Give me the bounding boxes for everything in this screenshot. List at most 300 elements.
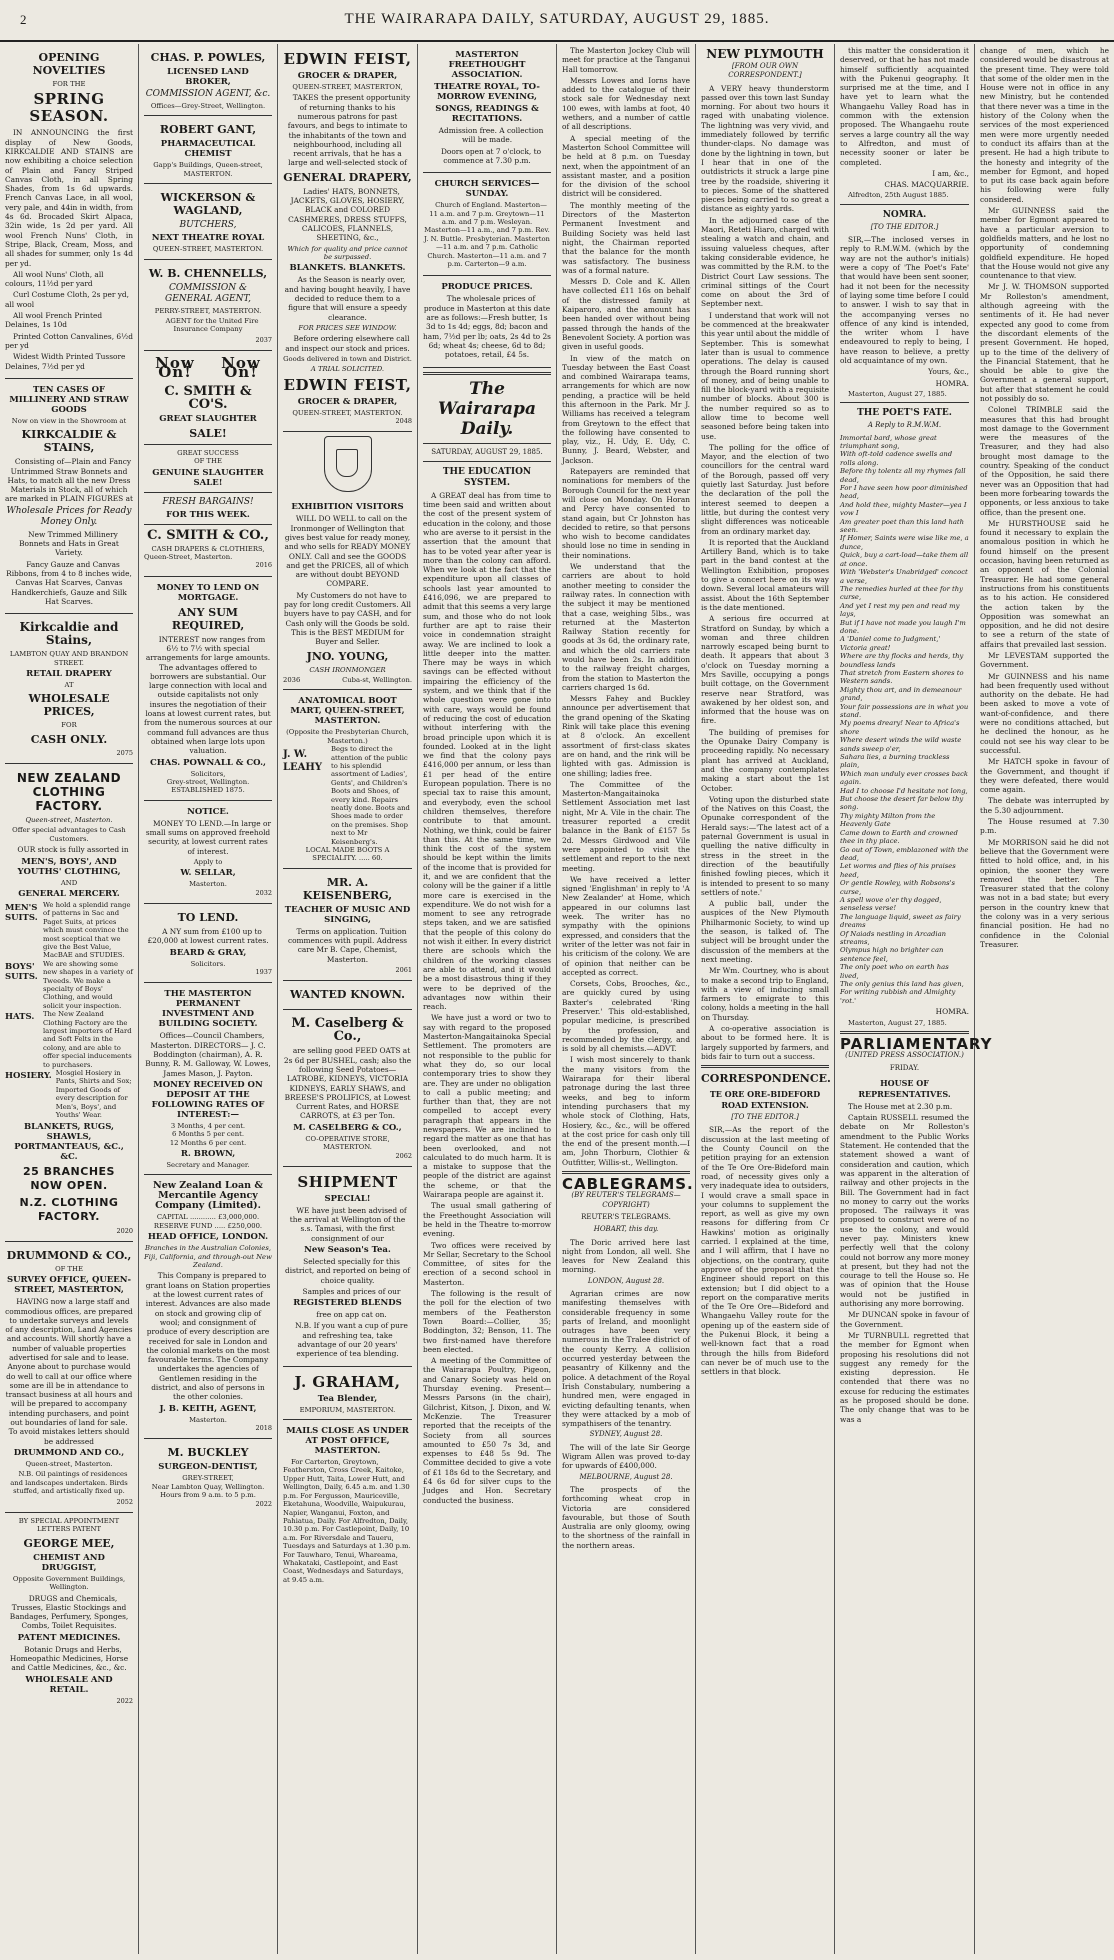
ad-body: Fancy Gauze and Canvas Ribbons, from 4 to 8 inches wide, Canvas Hat Scarves, Canvas Handkerchiefs, Gauze and Silk Hat Scarves. (6, 559, 132, 606)
text: Mosgiel Hosiery in Pants, Shirts and Sox; Imported Goods of every description for Men's, Boys', and Youths' Wear. (55, 1069, 132, 1120)
page-number: 2 (20, 12, 28, 27)
column-5 (557, 44, 696, 1954)
letter-heading: TE ORE ORE-BIDEFORD ROAD EXTENSION. (709, 1089, 821, 1111)
firm-name: J. GRAHAM, (294, 1372, 401, 1391)
poem-line: The only genius this land has given, (840, 980, 964, 989)
heading: OPENING NOVELTIES (32, 51, 106, 77)
local-note: Messrs Fahey and Buckley announce per advertisement that the grand opening of the Skating Rink will take place this evening at 8 o'clock. An excellent assortment of first-class skates are on hand, and the rink will be lighted with gas. Admission is one shilling; ladies free. (562, 694, 690, 778)
letter-signer: HOMRA. (935, 378, 969, 388)
line: Tea Blender, (317, 1393, 378, 1404)
firm-name: EDWIN FEIST, (283, 375, 412, 394)
poem-sign: HOMRA. (935, 1007, 969, 1017)
ad-number: 2075 (116, 748, 133, 757)
line: CASH ONLY. (30, 732, 108, 746)
heading: New Zealand Loan & Mercantile Agency Company (Limited). (153, 1180, 263, 1212)
leahy-row (283, 745, 412, 846)
ad-buckley (144, 1439, 272, 1514)
ad-millinery (5, 379, 133, 614)
address: Offices—Grey-Street, Wellington. (150, 102, 266, 110)
heading: SONGS, READINGS & RECITATIONS. (435, 104, 539, 124)
mails-notice (283, 1420, 412, 1591)
poem-line: A 'Daniel come to Judgment,' Victoria great! (840, 635, 941, 652)
signature: JNO. YOUNG, (306, 649, 389, 663)
price-line: Widest Width Printed Tussore Delaines, 7½d per yd (5, 352, 126, 371)
letter-heading: NOMRA. (882, 209, 927, 220)
ad-body: WILL DO WELL to call on the Ironmonger of Wellington that gives best value for ready money, and who sells for READY MONEY ONLY. Call and see the GOODS and get the PRICES, all of which are without doubt BEYOND COMPARE. (284, 514, 411, 589)
poem-line: Or gentle Rowley, with Robsons's curse, (840, 879, 955, 896)
produce-prices (423, 276, 551, 367)
note: Wholesale Prices for Ready Money Only. (6, 505, 132, 527)
now-on: Now On! (155, 354, 195, 382)
mail-body: For Carterton, Greytown, Featherston, Cross Creek, Kaitoke, Upper Hutt, Taita, Lower Hutt, and Wellington, Daily, 6.45 a.m. and 1.30 p.m. For Fergusson, Mauriceville, Eketahuna, Woodville, Waipukurau, Napier, Wanganui, Foxton, and Pahiatua, Daily. For Alfredton, Daily, 10.30 p.m. For Castlepoint, Daily, 10 a.m. For Riversdale and Taueru, Tuesdays and Saturdays at 1.30 p.m. For Tauwharo, Tenui, Whareama, Whakataki, Castlepoint, and East Coast, Wednesdays and Saturdays, at 9.45 a.m. (283, 1458, 411, 1584)
debate-body: The House resumed at 7.30 p.m. (980, 817, 1109, 836)
line: Solicitors, (190, 769, 226, 778)
signature: W. SELLAR, (180, 868, 236, 879)
line: NEXT THEATRE ROYAL (151, 233, 265, 244)
debate-body: change of men, which he considered would be disastrous at the present time. They were told that some of the older men in the House were not in office in any new Ministry, but he contended that there never was a time in the history of the Colony when the services of the most experienced men were more urgently needed to conduct its affairs than at the present. He had a high tribute to the honesty and integrity of the member for Egmont, and hoped to put its case back again before his following were fully considered. (980, 46, 1109, 204)
address: QUEEN-STREET, MASTERTON, (292, 83, 403, 91)
subheading: (Opposite the Presbyterian Church, Masterton.) (286, 728, 409, 745)
article-body: Voting upon the disturbed state of the Natives on this Coast, the Opunake correspondent of the Herald says:—'The latest act of a paternal Government is usual in quelling the native difficulty in stress in the street in the direction of the beautifully finished fowling pieces, which it is intended to present to so many settlers of note.' (701, 794, 829, 897)
poem-line: For writing rubbish and Almighty 'rot.' (840, 988, 956, 1005)
line: COMMISSION & GENERAL AGENT, (165, 282, 251, 304)
label: HATS. (5, 1012, 35, 1023)
address: Opposite Government Buildings, Wellington. (12, 1574, 126, 1592)
letter-sign: I am, &c., (932, 168, 969, 178)
local-note: Corsets, Cobs, Brooches, &c., are quickly cured by using Baxter's celebrated 'Ring Preserver.' This old-established, popular medicine, is prescribed by the profession, and recommended by the clergy, and is sold by all chemists.—ADVT. (562, 979, 690, 1054)
address: Gapp's Buildings, Queen-street, (153, 161, 263, 170)
address: Queen-street, Masterton. (25, 1459, 113, 1468)
paper-title: The Wairarapa Daily. (438, 378, 536, 439)
line: SALE! (189, 426, 227, 440)
ad-drummond (5, 1242, 133, 1513)
dateline: LONDON, August 28. (587, 1276, 665, 1285)
poem-line: Am greater poet than this land hath seen. (840, 517, 964, 535)
heading: SHIPMENT (297, 1172, 398, 1191)
ad-notice (144, 801, 272, 904)
dateline: MELBOURNE, August 28. (579, 1472, 673, 1481)
letter-body: SIR,—The inclosed verses in reply to R.M.W.M. (which by the way are not the author's initials) were a copy of 'The Poet's Fate' that would have been sent sooner, had it not been for the necessity of laying some time before I could to answer. I wish to say that in the accompanying verses no offence of any kind is intended, the writer whom I have endeavoured to reply to being, I have reason to believe, a pretty old acquaintance of my own. (840, 235, 969, 366)
article-body: It is reported that the Auckland Artillery Band, which is to take part in the band contest at the Wellington Exhibition, proposes to give a concert here on its way down. Several local amateurs will assist. About the 16th September is the date mentioned. (701, 537, 829, 612)
correspondence-heading: CORRESPONDENCE. (701, 1072, 831, 1086)
subheading: Offer special advantages to Cash Customers. (12, 826, 126, 843)
ad-number: 2016 (255, 561, 272, 570)
ad-c-smith (144, 351, 272, 577)
ad-number: 1937 (255, 968, 272, 977)
ad-body: DRUGS and Chemicals, Trusses, Elastic Stockings and Bandages, Perfumery, Sponges, Combs, Toilet Requisites. (9, 1593, 129, 1631)
signature: DRUMMOND AND CO., (13, 1447, 125, 1458)
ad-number: 2061 (395, 966, 412, 975)
poem-title: THE POET'S FATE. (857, 408, 952, 419)
firm-name: M. Caselberg & Co., (291, 1016, 404, 1045)
line: LICENSED LAND BROKER, (167, 67, 249, 87)
ad-powles (144, 44, 272, 116)
heading: NEW ZEALAND CLOTHING FACTORY. (16, 771, 122, 814)
line: FOR (61, 721, 77, 730)
cable-item: The Doric arrived here last night from London, all well. She leaves for New Zealand this morning. (562, 1237, 690, 1275)
note: FOR PRICES SEE WINDOW. (298, 323, 397, 332)
ad-freethought (423, 44, 551, 173)
poem-line: Olympus high no brighter can sentence feel, (840, 946, 944, 963)
label: MEN'S SUITS. (5, 902, 38, 923)
firm-name: CHAS. P. POWLES, (150, 51, 266, 64)
line: GROCER & DRAPER, (297, 396, 398, 407)
heading: EXHIBITION VISITORS (291, 502, 404, 513)
poem (840, 434, 969, 1006)
heading: REGISTERED BLENDS (293, 1298, 402, 1309)
line: Solicitors. (190, 959, 226, 968)
ad-body: My Customers do not have to pay for long credit Customers. All buyers have to pay CASH, and for Cash only will the Goods be sold. This is the BEST MEDIUM for Buyer and Seller. (283, 590, 412, 647)
poem-place: Masterton, August 27, 1885. (848, 1018, 947, 1027)
poem-line: Came down to Earth and crowned thee in thy place. (840, 828, 958, 846)
line: WHOLESALE PRICES, (28, 692, 110, 719)
line: PATENT MEDICINES. (17, 1632, 121, 1643)
footer-row (283, 676, 412, 684)
ad-body: Consisting of—Plain and Fancy Untrimmed Straw Bonnets and Hats, to match all the new Dress Materials in Stock, all of which are marked in PLAIN FIGURES at (5, 457, 133, 504)
debate-body: Mr HATCH spoke in favour of the Government, and thought if they were defeated, there would come again. (980, 757, 1109, 795)
line: CAPITAL ............ £3,000,000. (156, 1213, 260, 1222)
category: MEN'S, BOYS', AND YOUTHS' CLOTHING, (17, 856, 121, 877)
ad-anatomical-boot-mart (283, 690, 412, 869)
article-body: In the adjourned case of the Maori, Reteti Hiaro, charged with stealing a watch and chain, and issuing valueless cheques, after taking considerable evidence, he was committed by the R.M. to the District Court Law sessions. The criminal sittings of the Court come on about the 3rd of September next. (701, 215, 829, 309)
poem-line: The language liquid, sweet as fairy dreams (840, 912, 961, 930)
line: BY SPECIAL APPOINTMENT LETTERS PATENT (18, 1516, 120, 1534)
heading: THE MASTERTON PERMANENT INVESTMENT AND BUILDING SOCIETY. (158, 989, 258, 1030)
poem-line: But if I have not made you laugh I'm done. (840, 618, 966, 635)
house-heading: HOUSE OF REPRESENTATIVES. (858, 1077, 951, 1099)
address: PERRY-STREET, MASTERTON. (154, 306, 262, 315)
line: PHARMACEUTICAL CHEMIST (160, 139, 256, 160)
signature: CHAS. POWNALL & CO., (150, 757, 266, 768)
local-note: The following is the result of the poll for the election of two members of the Featherston Town Board:—Collier, 35; Boddington, 32; Benson, 11. The two first-named have therefore been elected. (423, 1289, 551, 1354)
ad-body: Admission free. A collection will be made. (438, 126, 544, 145)
section-mens (5, 901, 133, 960)
line: Near Lambton Quay, Wellington. Hours from 9 a.m. to 5 p.m. (151, 1482, 265, 1500)
line: RESERVE FUND ..... £250,000. (153, 1221, 263, 1230)
cablegrams-source: REUTER'S TELEGRAMS. (581, 1212, 671, 1221)
firm-name: M. CASELBERG & CO., (293, 1122, 402, 1133)
poem-line: Go out of Town, emblazoned with the dead, (840, 845, 969, 862)
poem-line: For I have seen how poor diminished head, (840, 484, 968, 501)
dateline: SYDNEY, August 28. (589, 1430, 663, 1439)
ad-body: TAKES the present opportunity of returning thanks to his numerous patrons for past favours, and begs to intimate to the inhabitants of the town and neighbourhood, including all recent arrivals, that he has a large and well-selected stock of (287, 93, 411, 168)
ad-body: are selling good FEED OATS at 2s 6d per BUSHEL, cash; also the following Seed Potatoes—LATROBE, KIDNEYS, VICTORIA KIDNEYS, EARLY SHAWS, and BREESE'S PROLIFICS, at Lowest Current Rates, and HORSE CARROTS, at £3 per Ton. (283, 1046, 412, 1121)
ad-body: N.B. If you want a cup of pure and refreshing tea, take advantage of our 20 years' experience of tea blending. (295, 1321, 408, 1359)
letter-signer: CHAS. MACQUARRIE. (884, 180, 969, 190)
ad-number: 2037 (255, 335, 272, 344)
local-note: I wish most sincerely to thank the many visitors from the Wairarapa for their liberal patronage during the last three weeks, and beg to inform intending purchasers that my whole stock of Clothing, Hats, Hosiery, &c., &c., will be offered at the cost price for cash only till the end of the present month.—I am, John Thorburn, Clothier & Outfitter, Willis-st., Wellington. (562, 1055, 690, 1167)
ad-kirkcaldie (5, 614, 133, 764)
line: CO-OPERATIVE STORE, (305, 1134, 390, 1143)
letter-place: Alfredton, 25th August 1885. (848, 191, 949, 200)
line: A TRIAL SOLICITED. (310, 365, 385, 374)
firm-name: KIRKCALDIE & STAINS, (21, 428, 117, 455)
ad-number: 2052 (116, 1497, 133, 1506)
editorial-body: We have just a word or two to say with regard to the proposed Masterton-Mangaitainoka Special Settlement. The promoters are not responsible to the public for what they do, so our local contemporary tries to show they are. They are under no obligation to call a public meeting; and further than that, they are not compelled to accept every paragraph that appears in the newspapers. We are inclined to regard the matter as one that has been overlooked, and not calculated to do much harm. It is a mistake to suppose that the people of the district are against the scheme, or that the Wairarapa people are against it. (423, 1013, 551, 1200)
line: HEAD OFFICE, LONDON. (147, 1232, 269, 1243)
article-body: The polling for the office of Mayor, and the election of two councillors for the central ward of the Borough, passed off very quietly last Saturday. Just before the declaration of the poll the interest seemed to deepen a little, but during the contest very slight differences was noticeable from an ordinary market day. (701, 442, 829, 536)
ad-body: MONEY TO LEND.—In large or small sums on approved freehold security, at lowest current rates of interest. (145, 818, 271, 856)
firm-name: ROBERT GANT, (159, 123, 257, 137)
line: GREY-STREET, (182, 1474, 234, 1483)
firm-name: DRUMMOND & CO., (6, 1248, 132, 1262)
debate-body: The debate was interrupted by the 5.30 adjournment. (980, 796, 1109, 815)
signature: BEARD & GRAY, (169, 947, 247, 958)
ad-body: Ladies' HATS, BONNETS, JACKETS, GLOVES, HOSIERY, BLACK and COLORED CASHMERES, DRESS STUFFS, CALICOES, FLANNELS, SHEETING, &c., (288, 186, 407, 243)
label: BOYS' SUITS. (5, 961, 38, 982)
debate-body: Mr MORRISON said he did not believe that the Government were fitted to hold office, and, in his opinion, the sooner they were removed the better. The Treasurer stated that the colony was not in a bad state; but every person in the country knew that the colony was in a very serious financial position. He had no confidence in the Colonial Treasurer. (980, 837, 1109, 949)
price-list (5, 270, 133, 371)
line: Goods delivered in town and District. (283, 354, 412, 363)
heading: MONEY TO LEND ON MORTGAGE. (156, 582, 260, 603)
ad-to-lend (144, 904, 272, 983)
heading: ANY SUM REQUIRED, (171, 605, 245, 632)
heading: WANTED KNOWN. (290, 988, 405, 1002)
ad-body: Samples and prices of our (302, 1286, 401, 1296)
heading: MASTERTON FREETHOUGHT ASSOCIATION. (448, 50, 526, 80)
heading: MONEY RECEIVED ON DEPOSIT AT THE FOLLOWING RATES OF INTEREST:— (151, 1079, 265, 1120)
firm-name: EDWIN FEIST, (283, 50, 412, 68)
rate-line: 12 Months 6 per cent. (169, 1138, 247, 1147)
debate-body: Mr DUNCAN spoke in favour of the Government. (840, 1310, 969, 1329)
heading: TEN CASES OF MILLINERY AND STRAW GOODS (9, 384, 129, 415)
newspaper-title: THE WAIRARAPA DAILY, SATURDAY, AUGUST 29, 1885. (344, 11, 770, 27)
firm-name: C. SMITH & CO'S. (164, 383, 252, 412)
price-line: Printed Cotton Canvalines, 6½d per yd (5, 331, 134, 350)
firm-name: MR. A. KEISENBERG, (302, 875, 393, 902)
line: TEACHER OF MUSIC AND SINGING, (284, 904, 411, 925)
poem-line: But choose the desert far below thy song. (840, 795, 964, 812)
ad-wickerson (144, 184, 272, 259)
ad-gant (144, 116, 272, 184)
poem-line: A spell wove o'er thy dogged, senseless verse! (840, 895, 942, 913)
letter-sign: Yours, &c., (928, 367, 969, 377)
local-note: A special meeting of the Masterton School Committee will be held at 8 p.m. on Tuesday next, when the appointment of an assistant master, and a position for the division of the school district will be considered. (562, 133, 690, 199)
line: GREAT SLAUGHTER (159, 413, 257, 424)
category: GENERAL MERCERY. (18, 888, 120, 899)
ad-body: Terms on application. Tuition commences with pupil. Address care Mr B. Cape, Chemist, Masterton. (287, 926, 408, 964)
address: Masterton. (189, 1415, 227, 1424)
rate-line: 6 Months 5 per cent. (171, 1130, 245, 1139)
poem-line: Which man unduly ever crosses back again. (840, 769, 968, 787)
rate-line: 3 Months, 4 per cent. (170, 1121, 246, 1130)
ad-body: HAVING now a large staff and commodious offices, are prepared to undertake surveys and levels of any description, Land Agencies and accounts. Will shortly have a number of valuable properties advertised for sale and to lease. Anyone about to purchase would do well to call at our office where some are ill be in attendance to transact business at all hours and will be prepared to accompany intending purchasers, and point out boundaries of land for sale. To avoid mistakes letters should be addressed (5, 1297, 133, 1446)
parliamentary-source: (UNITED PRESS ASSOCIATION.) (845, 1051, 964, 1060)
line: SURGEON-DENTIST, (158, 1462, 258, 1473)
ad-body: Selected specially for this district, and reported on being of choice quality. (285, 1257, 410, 1285)
ad-body: Before ordering elsewhere call and inspect our stock and prices. (285, 334, 410, 353)
heading: CHURCH SERVICES—SUNDAY. (434, 179, 540, 200)
article-body: A public ball, under the auspices of the New Plymouth Philharmonic Society, to wind up the season, is talked of. The subject will be brought under the discussion of the members at the next meeting. (701, 899, 829, 964)
line: CASH DRAPERS & CLOTHIERS, (151, 544, 265, 553)
line: BUTCHERS, (179, 220, 237, 231)
poem-line: Of Naiads nestling in Arcadian streams, (840, 929, 947, 946)
firm-name: M. BUCKLEY (167, 1446, 249, 1460)
local-note: The usual small gathering of the Freethought Association will be held in the Theatre to-morrow evening. (423, 1201, 551, 1239)
ad-body: As the Season is nearly over, and having bought heavily, I have decided to reduce them to a figure that will ensure a speedy clearance. (284, 275, 411, 322)
parliamentary-heading: PARLIAMENTARY (840, 1034, 993, 1053)
article-body: A co-operative association is about to be formed here. It is largely supported by farmers, and bids fair to turn out a success. (701, 1023, 829, 1061)
heading: TO LEND. (177, 911, 239, 925)
ad-building-society (144, 983, 272, 1175)
firm-name: C. SMITH & CO., (147, 527, 269, 543)
house-time: The House met at 2.30 p.m. (848, 1101, 953, 1111)
debate-body: Captain RUSSELL resumed the debate on Mr Rolleston's amendment to the Public Works Statement. He contended that the statement showed a want of consideration and caution, which was apparent in the alteration of railway and other projects in the Bill. The Government had in fact no money to carry out the works proposed. The railways it was proposed to construct were of no use to the colony, and would never pay. Ministers knew perfectly well that the colony could not borrow any more money at present, but they had not the courage to tell the House so. He was of opinion that the House would not be justified in authorising any more borrowing. (840, 1113, 969, 1309)
local-note: We understand that the carriers are about to hold another meeting to consider the railway rates. In connection with the subject it may be mentioned that a case, weighing 5lbs., was returned at the Masterton Railway Station recently for goods at 3s 6d, the ordinary rate, and which the old carriers rate would have been 2s. In addition to the railway freight charges, from the station to Masterton the carriers charged 1s 6d. (562, 562, 690, 692)
crest-icon (324, 436, 372, 492)
line: OF THE (194, 457, 222, 466)
firm-name: Kirkcaldie and Stains, (19, 620, 119, 648)
line: FRESH BARGAINS! (162, 496, 254, 507)
poem-line: Quick, buy a cart-load—take them all at once. (840, 551, 969, 568)
note: N.B. Oil paintings of residences and landscapes undertaken. Birds stuffed, and artistically fixed up. (10, 1470, 128, 1496)
cable-item: The will of the late Sir George Wigram Allen was proved to-day for upwards of £400,000. (562, 1442, 690, 1471)
column-1 (0, 44, 139, 1954)
ad-body: Botanic Drugs and Herbs, Homeopathic Medicines, Horse and Cattle Medicines, &c., &c. (9, 1644, 129, 1673)
ad-money-to-lend (144, 577, 272, 801)
ad-body: New Trimmed Millinery Bonnets and Hats in Great Variety. (19, 529, 119, 558)
ad-chennells (144, 260, 272, 352)
letter-body: SIR,—As the report of the discussion at the last meeting of the County Council on the petition praying for an extension of the Te Ore Ore-Bideford main road, of necessity gives only a very inadequate idea to outsiders, I would crave a small space in your columns to supplement the report, as well as give my own reasons for differing from Cr Hawkins' motion as originally carried. I explained at the time, and I will affirm, that I have no objections, on the contrary, quite approve of the proposal that the Engineer should report on this extension; but I did object to a report on the comparative merits of the Te Ore Ore—Bideford and Whangaehu Valley route for the opening up of the eastern side of the Pukenui Block, it being a well-known fact that a road through the hills from Bideford can never be of much use to the settlers in that block. (701, 1125, 829, 1377)
note: Which for quality and price cannot be surpassed. (287, 244, 408, 261)
ad-body: A NY sum from £100 up to £20,000 at lowest current rates. (147, 927, 269, 946)
line: AT (64, 680, 74, 689)
line: GROCER & DRAPER, (297, 71, 398, 81)
editorial-heading: THE EDUCATION SYSTEM. (442, 466, 532, 488)
subheading: SPECIAL! (324, 1193, 371, 1204)
ad-opening-novelties (5, 44, 133, 379)
address: Queen-Street, Masterton. (144, 552, 233, 561)
article-subheading: [FROM OUR OWN CORRESPONDENT.] (728, 62, 802, 80)
line: SURVEY OFFICE, QUEEN-STREET, MASTERTON, (6, 1275, 132, 1296)
article-body: A serious fire occurred at Stratford on Sunday, by which a woman and three children narrowly escaped being burnt to death. It appears that about 3 o'clock on Tuesday morning a Mrs Saville, occupying a pongs built cottage, on the Government reserve near Stratford, was awakened by her oldest son, and informed that the house was on fire. (701, 614, 829, 726)
signature: R. BROWN, (180, 1149, 236, 1160)
section-boys (5, 960, 133, 1010)
poem-line: Your fair possessions are in what you stand. (840, 702, 969, 720)
debate-body: Mr TURNBULL regretted that the member for Egmont when proposing his resolutions did not suggest any remedy for the existing depression. He contended that there was no excuse for reducing the estimates as he proposed should be done. The only change that was to be was a (840, 1330, 969, 1424)
ad-body: Doors open at 7 o'clock, to commence at 7.30 p.m. (440, 146, 542, 165)
debate-body: Mr HURSTHOUSE said he found it necessary to explain the anomalous position in which he found himself on the present occasion, having been returned as an opponent of the Colonial Treasurer. He had some general instructions from his constituents as to his action. He considered the action taken by the Opposition was somewhat an opposition, and he did not desire to see a return of the state of affairs that prevailed last session. (980, 518, 1109, 649)
column-6 (696, 44, 835, 1954)
produce-body: The wholesale prices of produce in Masterton at this date are as follows:—Fresh butter, 1s 3d to 1s 4d; eggs, 8d; bacon and ham, 7½d per lb; oats, 2s 4d to 2s 6d; wheat 4s; cheese, 6d to 8d; potatoes, retail, £4 5s. (423, 294, 551, 360)
article-heading: NEW PLYMOUTH (706, 47, 824, 61)
ad-body: IN ANNOUNCING the first display of New Goods, KIRKCALDIE AND STAINS are now exhibiting a choice selection of Plain and Fancy Striped Canvas Cloth, in all Spring Shades, from 1s 6d upwards. French Canvas Lace, in all wool, very pale, and 44in in width, from 4s 6d. Brocaded Skirt Alpaca, 32in wide, 1s 2d per yard. All wool French Nuns' Cloth, in Stripe, Black, Cream, Moss, and all shades for summer, only 1s 4d per yd. (5, 128, 133, 268)
price-line: Curl Costume Cloth, 2s per yd, all wool (5, 290, 130, 309)
services-body: Church of England. Masterton—11 a.m. and 7 p.m. Greytown—11 a.m. and 7 p.m. Wesleyan. Masterton—11 a.m., and 7 p.m. Rev. J. N. Buttle. Presbyterian. Masterton—11 a.m. and 7 p.m. Catholic Church. Masterton—11 a.m. and 7 p.m. Carterton—9 a.m. (424, 201, 550, 269)
local-note: A meeting of the Committee of the Wairarapa Poultry, Pigeon, and Canary Society was held on Thursday evening. Present—Messrs Parsons (in the chair), Gilchrist, Kitson, J. Dixon, and W. McKenzie. The Treasurer reported that the receipts of the Society from all sources amounted to £50 7s 3d, and expenses to £48 5s 9d. The Committee decided to give a vote of £1 18s 6d to the Secretary, and £4 6s 6d for silver cups to the Judges and Hon. Secretary conducted the business. (423, 1356, 551, 1505)
poem-line: Where desert winds the wild waste sands sweep o'er, (840, 736, 962, 753)
local-note: Messrs Lowes and Iorns have added to the catalogue of their stock sale for Wednesday next 100 ewes, with lambs at foot, 40 wethers, and a number of cattle of all descriptions. (562, 75, 690, 132)
subheading: Now on view in the Showroom at (11, 416, 127, 425)
column-2 (139, 44, 278, 1954)
article-body: A VERY heavy thunderstorm passed over this town last Sunday morning. For about two hours it raged with unabating violence. The lightning was very vivid, and immediately followed by terrific thunder-claps. No damage was done by the lightning in town, but I hear that in one of the outdistricts it struck a large pine tree by the roadside, shivering it to pieces. Some of the shattered pieces being carried to so great a distance as eighty yards. (701, 83, 829, 214)
heading: ANATOMICAL BOOT MART, QUEEN-STREET, MASTERTON. (290, 696, 405, 727)
poem-line: That stretch from Eastern shores to Western sands. (840, 668, 964, 686)
ad-shipment (283, 1167, 412, 1367)
firm-name: GEORGE MEE, (23, 1536, 115, 1550)
local-note: Two offices were received by Mr Sellar, Secretary to the School Committee, of sites for the erection of a second school in Masterton. (423, 1240, 551, 1287)
line: EMPORIUM, MASTERTON. (299, 1405, 396, 1414)
article-body: The building of premises for the Opunake Dairy Company is proceeding rapidly. No necessary plant has arrived at Auckland, and the company contemplates making a start about the 1st October. (701, 727, 829, 793)
letter-place: Masterton, August 27, 1885. (848, 389, 947, 398)
line: FOR THIS WEEK. (166, 509, 250, 520)
ad-nz-clothing-factory (5, 764, 133, 1242)
line: N.Z. CLOTHING FACTORY. (19, 1195, 119, 1223)
line: Branches in the Australian Colonies, Fiji, California, and through-out New Zealand. (144, 1244, 272, 1270)
poem-line: With 'Webster's Unabridged' concoct a verse, (840, 568, 968, 585)
article-body: I understand that work will not be commenced at the breakwater this year until about the middle of September. This is somewhat later than is usual to commence operations. The delay is caused through the Board running short of money, and of being unable to fill the block-yard with a requisite number of blocks. About 300 is the number required so as to allow time to become well seasoned before being taken into use. (701, 310, 829, 441)
ad-number: 2018 (255, 1424, 272, 1433)
text: We are showing some new shapes in a variety of Tweeds. We make a specialty of Boys' Clothing, and would solicit your inspection. (43, 959, 133, 1010)
line: CASH IRONMONGER (309, 665, 386, 674)
debate-body: Mr GUINNESS said the member for Egmont appeared to have a particular aversion to goldfields matters, and he lost no opportunity of condemning goldfield expenditure. He hoped that the House would not give any countenance to that view. (980, 206, 1109, 281)
local-note: The Committee of the Masterton-Mangaitainoka Settlement Association met last night, Mr A. Vile in the chair. The treasurer reported a credit balance in the Bank of £157 5s 2d. Messrs Girdwood and Vile were appointed to visit the settlement and report to the next meeting. (562, 779, 690, 873)
masthead (0, 0, 1114, 42)
section-hosiery (5, 1069, 133, 1119)
heading: PRODUCE PRICES. (441, 282, 533, 293)
ad-graham (283, 1367, 412, 1420)
poem-line: My poems dreary! Near to Africa's shore (840, 719, 960, 736)
heading: THEATRE ROYAL, TO-MORROW EVENING, (434, 82, 540, 102)
debate-body: Mr J. W. THOMSON supported Mr Rolleston's amendment, although agreeing with the sentiments of it. He had never expected any good to come from the discordant elements of the present Government. He hoped, up to the time of the delivery of the Financial Statement, that he should be able to give the Government a general support, but after that statement he could not possibly do so. (980, 282, 1109, 403)
ad-george-mee (5, 1513, 133, 1711)
line: CHEMIST AND DRUGGIST, (33, 1552, 105, 1573)
subheading: FOR THE (52, 80, 86, 88)
price-line: All wool French Printed Delaines, 1s 10d (5, 311, 103, 330)
price-line: All wool Nuns' Cloth, all colours, 11½d per yard (5, 269, 104, 289)
line: COMMISSION AGENT, &c. (145, 89, 271, 99)
heading: GENERAL DRAPERY, (283, 170, 412, 184)
dateline: HOBART, this day. (593, 1225, 659, 1234)
paper-date: SATURDAY, AUGUST 29, 1885. (431, 447, 543, 456)
debate-body: Mr GUINNESS and his name had been frequently used without authority on the debate. He had been asked to move a vote of want-of-confidence, and there were no conditions attached, but he declined the honour, as he could not see his way clear to be successful. (980, 671, 1109, 755)
ad-caselberg (283, 1010, 412, 1166)
ad-body: free on app cat on. (316, 1310, 387, 1320)
line: RETAIL DRAPERY (26, 668, 112, 679)
editorial-body: A GREAT deal has from time to time been said and written about the cost of the present system of education in the colony, and those who are averse to it persist in the assertion that the amount that has to be voted year after year is more than the colony can afford. When we look at the fact that the expenditure upon all classes of schools last year amounted to £416,096, we are prepared to admit that this seems a very large sum, and those who do not look further are apt to raise their voice in condemnation straight away. We are inclined to look a little deeper into the matter. There may be ways in which savings can be effected without impairing the efficiency of the system, and we think that if the whole question were gone into with care, ways would be found of reducing the cost of education without interfering with the broad principle upon which it is founded. Looked at in the light we find that the colony pays £416,000 per annum, or less than £1 per head of the entire European population. There is no special tax to raise this amount, and everybody, even the school children themselves, therefore contribute to that amount. Nothing, we think, could be fairer than this. At the same time, we think the cost of the system should be kept within the limits of the income that is provided for it, and we are confident that the colony will be the gainer if a little more care is exercised in the expenditure. We do not wish for a moment to see any retrograde steps taken, and we are satisfied that the people of this colony do not wish it either. In every district there are schools which the children of the working classes are able to attend, and it would be a most disastrous thing if they were to be deprived of the advantages now within their reach. (423, 490, 551, 1012)
poem-line: Mighty thou art, and in demeanour grand, (840, 685, 962, 703)
cablegrams-heading: CABLEGRAMS. (562, 1175, 694, 1194)
poem-line: Had I to choose I'd hesitate not long, (840, 786, 968, 795)
ad-number: 2032 (255, 888, 272, 897)
poem-subtitle: A Reply to R.M.W.M. (867, 421, 942, 430)
line: 25 BRANCHES NOW OPEN. (23, 1164, 115, 1192)
label: HOSIERY. (5, 1071, 52, 1082)
letter-body: this matter the consideration it deserved, or that he has not made himself sufficiently acquainted with the Pukenui geography. It surprised me at the time, and I have yet to learn what the Whangaehu Valley Road has in common with the extension proposed. The Whangaehu route serves a large country all the way to Alfredton, and must of necessity sooner or later be completed. (840, 46, 969, 167)
address: MASTERTON. (323, 1143, 372, 1152)
ad-number: 2036 (283, 675, 301, 684)
line: WHOLESALE AND RETAIL. (25, 1674, 113, 1695)
address: QUEEN-STREET, MASTERTON. (152, 245, 264, 254)
poem-line: Where are thy flocks and herds, thy boundless lands (840, 652, 964, 669)
address: Cuba-st, Wellington. (342, 675, 412, 684)
church-services (423, 173, 551, 276)
poem-line: The only poet who on earth has lived, (840, 963, 949, 980)
signature: J. B. KEITH, AGENT, (159, 1403, 257, 1414)
ad-nz-loan (144, 1175, 272, 1439)
letter-to: [TO THE EDITOR.] (870, 222, 939, 231)
heading: BLANKETS. BLANKETS. (289, 263, 406, 274)
text: The New Zealand Clothing Factory are the largest importers of Hard and Soft Felts in the colony, and are able to offer special inducements to purchasers. (43, 1010, 132, 1069)
local-note: The Masterton Jockey Club will meet for practice at the Tanganui Hall tomorrow. (562, 46, 690, 74)
column-4 (418, 44, 557, 1954)
ad-body: WE have just been advised of the arrival at Wellington of the s.s. Tamasi, with the first consignment of our (289, 1205, 407, 1243)
ad-number: 2022 (255, 1499, 272, 1508)
firm-name: W. B. CHENNELLS, (148, 266, 268, 280)
ad-number: 2022 (116, 1696, 133, 1705)
ad-body: INTEREST now ranges from 6½ to 7½ with special arrangements for large amounts. The advantages offered to borrowers are substantial. Our large connection with local and outside capitalists not only insures the negotiation of their loans at lowest current rates, but from the numerous sources at our command full advances are thus obtained when large lots upon valuation. (144, 634, 272, 756)
ad-body: OUR stock is fully assorted in (17, 845, 129, 855)
